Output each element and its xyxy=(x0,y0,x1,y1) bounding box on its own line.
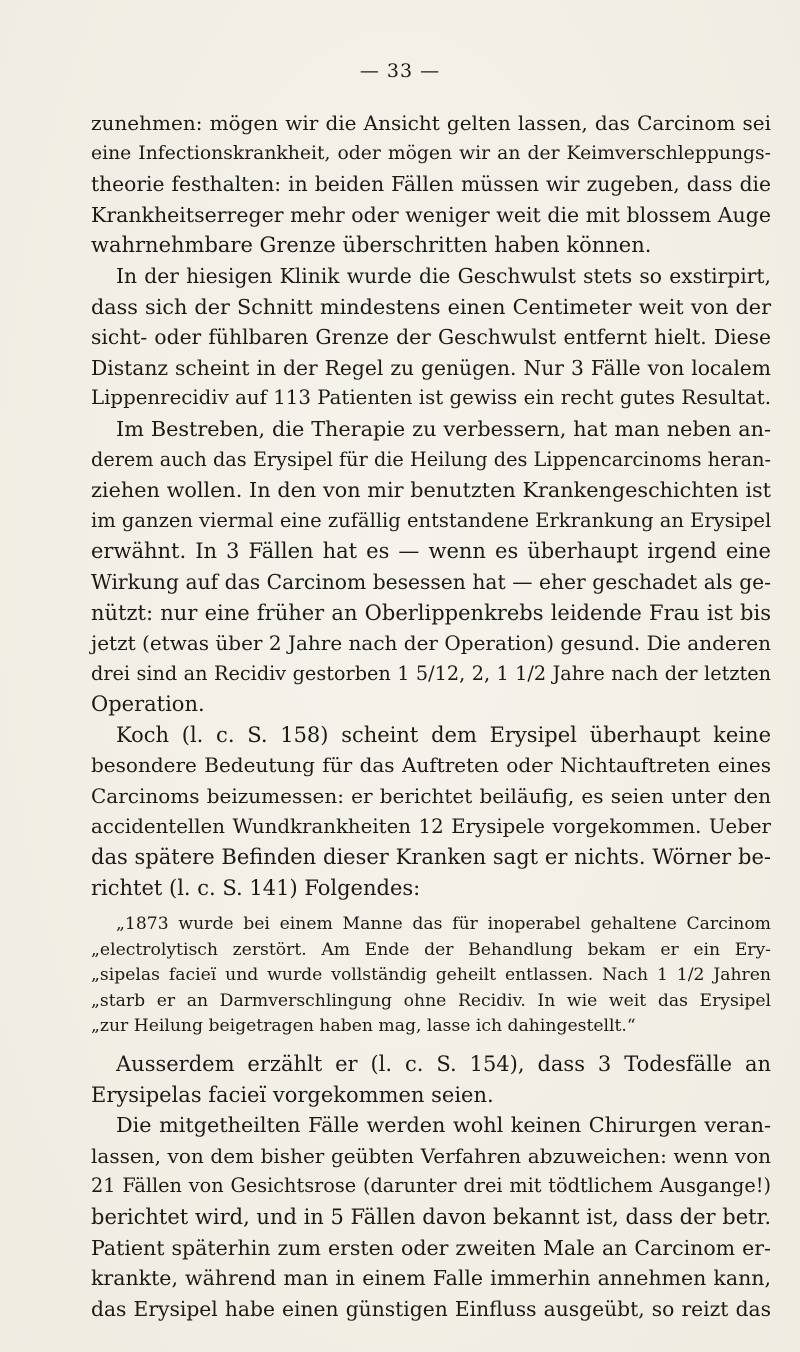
quote-line: „zur Heilung beigetragen haben mag, lasse ich dahingestellt.“ xyxy=(91,1016,636,1037)
text-line: theorie festhalten: in beiden Fällen müssen wir zugeben, dass die xyxy=(91,172,771,197)
text-line: Lippenrecidiv auf 113 Patienten ist gewiss ein recht gutes Resultat. xyxy=(91,386,771,410)
text-line: ziehen wollen. In den von mir benutzten Krankengeschichten ist xyxy=(91,478,771,503)
text-line: jetzt (etwas über 2 Jahre nach der Operation) gesund. Die anderen xyxy=(91,631,771,656)
quote-line: „sipelas facieï und wurde vollständig geheilt entlassen. Nach 1 1/2 Jahren xyxy=(91,965,771,986)
text-line: Patient späterhin zum ersten oder zweiten Male an Carcinom er- xyxy=(91,1235,771,1260)
paragraph xyxy=(91,261,771,414)
quote-line: „starb er an Darmverschlingung ohne Recidiv. In wie weit das Erysipel xyxy=(91,990,771,1011)
text-line: Koch (l. c. S. 158) scheint dem Erysipel überhaupt keine xyxy=(116,722,771,747)
text-line: eine Infectionskrankheit, oder mögen wir an der Keimverschleppungs- xyxy=(91,142,771,164)
quote-line: „1873 wurde bei einem Manne das für inoperabel gehaltene Carcinom xyxy=(116,914,771,935)
text-line: Ausserdem erzählt er (l. c. S. 154), dass 3 Todesfälle an xyxy=(116,1051,771,1076)
text-line: Carcinoms beizumessen: er berichtet beiläufig, es seien unter den xyxy=(91,784,771,809)
paragraph xyxy=(91,1110,771,1324)
text-line: erwähnt. In 3 Fällen hat es — wenn es überhaupt irgend eine xyxy=(91,539,771,564)
quotation xyxy=(91,912,771,1040)
text-line: im ganzen viermal eine zufällig entstandene Erkrankung an Erysipel xyxy=(91,508,772,532)
page-number: — 33 — xyxy=(359,60,441,82)
paragraph xyxy=(91,414,771,720)
text-line: nützt: nur eine früher an Oberlippenkrebs leidende Frau ist bis xyxy=(91,600,771,625)
text-line: 21 Fällen von Gesichtsrose (darunter drei mit tödtlichem Ausgange!) xyxy=(91,1174,771,1198)
paragraph xyxy=(91,1049,771,1110)
text-line: Wirkung auf das Carcinom besessen hat — eher geschadet als ge- xyxy=(91,569,771,594)
text-line: sicht- oder fühlbaren Grenze der Geschwulst entfernt hielt. Diese xyxy=(91,325,771,350)
paragraph xyxy=(91,108,771,261)
text-line: drei sind an Recidiv gestorben 1 5/12, 2, 1 1/2 Jahre nach der letzten xyxy=(91,661,771,685)
text-line: Distanz scheint in der Regel zu genügen. Nur 3 Fälle von localem xyxy=(91,355,771,380)
text-line: krankte, während man in einem Falle immerhin annehmen kann, xyxy=(91,1266,771,1291)
text-line: das spätere Befinden dieser Kranken sagt er nichts. Wörner be- xyxy=(91,845,771,870)
quote-line: „electrolytisch zerstört. Am Ende der Behandlung bekam er ein Ery- xyxy=(91,939,771,960)
text-line: zunehmen: mögen wir die Ansicht gelten lassen, das Carcinom sei xyxy=(91,111,771,135)
paragraph xyxy=(91,720,771,904)
body-text xyxy=(91,108,771,1324)
text-line: Im Bestreben, die Therapie zu verbessern, hat man neben an- xyxy=(116,416,771,441)
text-line: berichtet wird, und in 5 Fällen davon bekannt ist, dass der betr. xyxy=(91,1204,771,1229)
text-line: In der hiesigen Klinik wurde die Geschwulst stets so exstirpirt, xyxy=(116,263,771,288)
text-line: wahrnehmbare Grenze überschritten haben können. xyxy=(91,233,652,258)
text-line: das Erysipel habe einen günstigen Einfluss ausgeübt, so reizt das xyxy=(91,1296,771,1321)
text-line: Operation. xyxy=(91,692,205,717)
text-line: Erysipelas facieï vorgekommen seien. xyxy=(91,1082,494,1107)
text-line: Krankheitserreger mehr oder weniger weit die mit blossem Auge xyxy=(91,202,771,227)
text-line: besondere Bedeutung für das Auftreten oder Nichtauftreten eines xyxy=(91,753,771,778)
text-line: Die mitgetheilten Fälle werden wohl keinen Chirurgen veran- xyxy=(116,1113,771,1138)
text-line: lassen, von dem bisher geübten Verfahren abzuweichen: wenn von xyxy=(91,1143,771,1168)
text-line: accidentellen Wundkrankheiten 12 Erysipele vorgekommen. Ueber xyxy=(91,814,771,838)
text-line: derem auch das Erysipel für die Heilung des Lippencarcinoms heran- xyxy=(91,447,771,471)
text-line: dass sich der Schnitt mindestens einen Centimeter weit von der xyxy=(91,294,771,319)
text-line: richtet (l. c. S. 141) Folgendes: xyxy=(91,875,421,900)
